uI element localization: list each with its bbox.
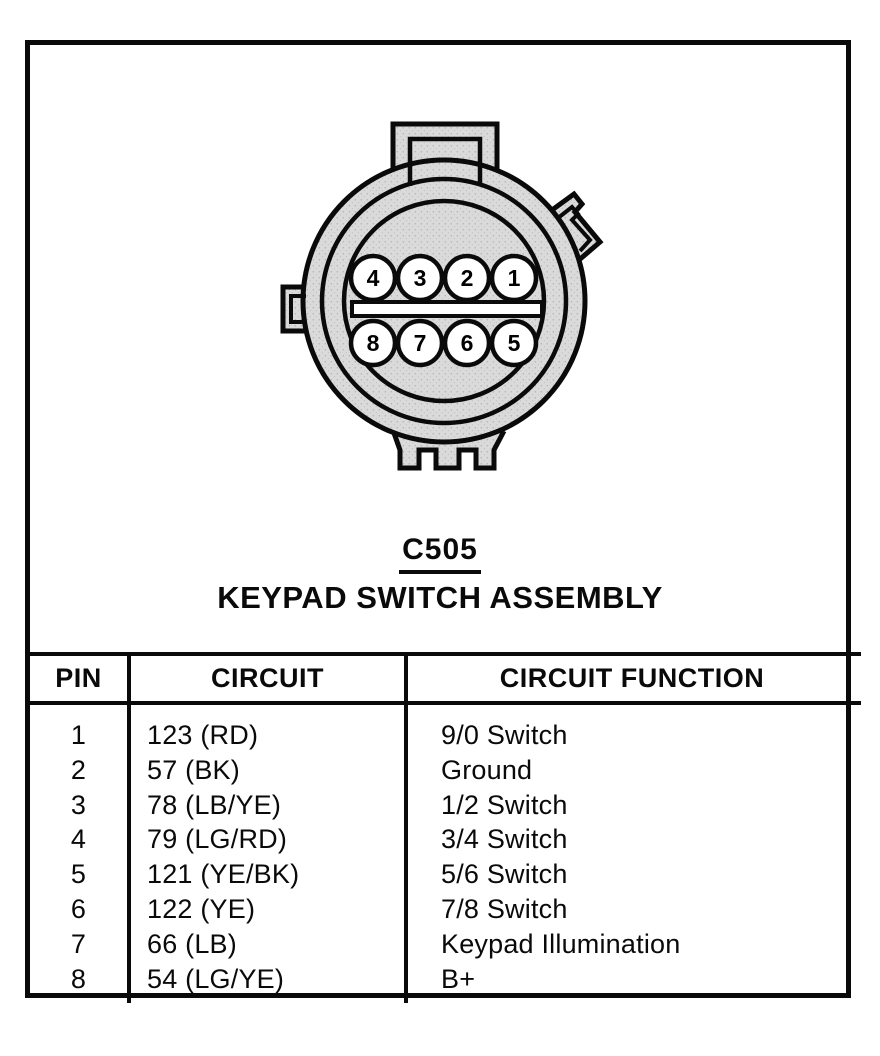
connector-id-row [0, 533, 880, 574]
circuit-cell: 122 (YE) [147, 893, 256, 924]
circuit-function-cell: Ground [441, 754, 533, 785]
pin-3 [398, 256, 442, 300]
circuit-cell: 121 (YE/BK) [147, 859, 300, 890]
circuit-cell: 57 (BK) [147, 754, 240, 785]
circuit-cell: 123 (RD) [147, 720, 259, 750]
circuit-function-cell: B+ [441, 963, 476, 994]
pin-4-label: 4 [366, 265, 380, 291]
pin-cell: 6 [70, 893, 87, 924]
circuit-cell: 54 (LG/YE) [147, 963, 285, 994]
header-circuit: CIRCUIT [211, 663, 324, 693]
circuit-function-cell: 5/6 Switch [441, 859, 568, 890]
connector-name-label: KEYPAD SWITCH ASSEMBLY [217, 580, 663, 615]
pin-1-label: 1 [507, 265, 521, 291]
pin-1 [492, 256, 536, 300]
pin-cell: 5 [70, 859, 87, 890]
circuit-function-cell: 3/4 Switch [441, 824, 568, 855]
pin-cell: 3 [70, 789, 87, 820]
pin-2-label: 2 [460, 265, 474, 291]
pin-6 [445, 321, 489, 365]
table-divider-pin-circuit [127, 652, 131, 1003]
pin-5 [492, 321, 536, 365]
center-key-slot [352, 302, 542, 316]
pin-3-label: 3 [413, 265, 427, 291]
pin-cell: 4 [70, 824, 87, 855]
circuit-function-column [441, 708, 856, 996]
circuit-function-cell: Keypad Illumination [441, 928, 681, 959]
pin-7 [398, 321, 442, 365]
circuit-function-cell: 9/0 Switch [441, 720, 568, 750]
header-pin: PIN [55, 663, 102, 693]
pin-cell: 7 [70, 928, 87, 959]
pin-6-label: 6 [460, 330, 474, 356]
circuit-function-cell: 1/2 Switch [441, 789, 568, 820]
circuit-cell: 78 (LB/YE) [147, 789, 282, 820]
table-divider-circuit-function [404, 652, 408, 1003]
pin-cell: 2 [70, 754, 87, 785]
header-circuit-function: CIRCUIT FUNCTION [499, 663, 765, 693]
pin-8-label: 8 [366, 330, 380, 356]
pin-4 [351, 256, 395, 300]
pin-7-label: 7 [413, 330, 427, 356]
pin-5-label: 5 [507, 330, 521, 356]
circuit-cell: 66 (LB) [147, 928, 237, 959]
connector-face-diagram [250, 103, 640, 488]
table-header-bottom-rule [25, 701, 861, 705]
pin-column [30, 708, 127, 996]
circuit-cell: 79 (LG/RD) [147, 824, 288, 855]
pin-8 [351, 321, 395, 365]
connector-id-label: C505 [399, 533, 481, 574]
pin-cell: 1 [70, 720, 87, 750]
pin-2 [445, 256, 489, 300]
circuit-column [147, 708, 397, 996]
pin-cell: 8 [70, 963, 87, 994]
circuit-function-cell: 7/8 Switch [441, 893, 568, 924]
